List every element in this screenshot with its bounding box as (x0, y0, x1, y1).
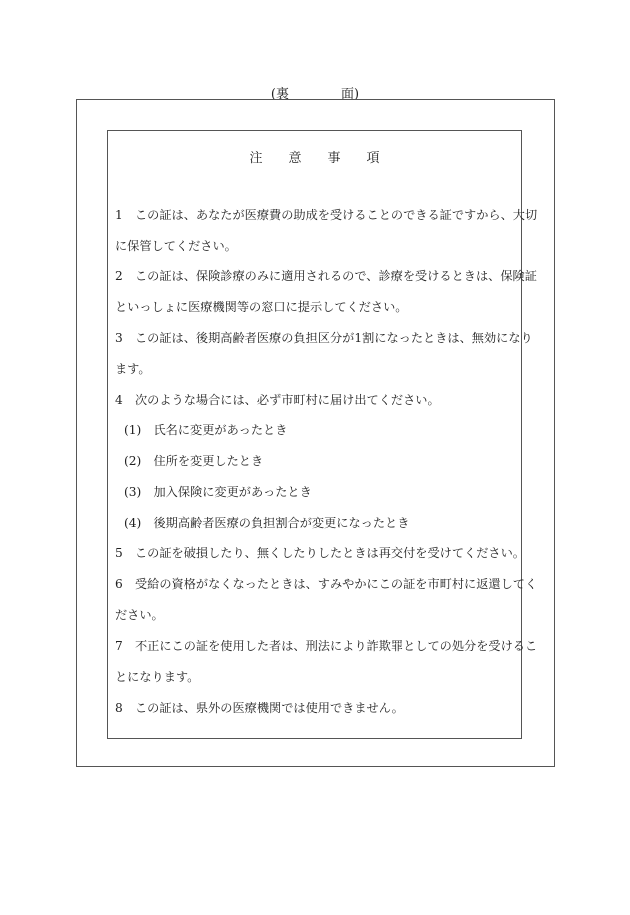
notice-item-3-line-1: 3 この証は、後期高齢者医療の負担区分が1割になったときは、無効になり (115, 331, 533, 345)
notice-item-4-sub-1: (1) 氏名に変更があったとき (124, 423, 288, 437)
notice-item-1-line-1: 1 この証は、あなたが医療費の助成を受けることのできる証ですから、大切 (115, 208, 538, 222)
notice-item-2-line-2: といっしょに医療機関等の窓口に提示してください。 (115, 300, 408, 314)
notice-item-6-line-1: 6 受給の資格がなくなったときは、すみやかにこの証を市町村に返還してく (115, 577, 538, 591)
notice-item-1-line-2: に保管してください。 (115, 239, 237, 253)
notice-item-4-sub-2: (2) 住所を変更したとき (124, 454, 264, 468)
notice-item-5: 5 この証を破損したり、無くしたりしたときは再交付を受けてください。 (115, 546, 525, 560)
notice-item-4-sub-4: (4) 後期高齢者医療の負担割合が変更になったとき (124, 516, 410, 530)
notice-item-6-line-2: ださい。 (115, 608, 164, 622)
notice-item-2-line-1: 2 この証は、保険診療のみに適用されるので、診療を受けるときは、保険証 (115, 269, 537, 283)
notice-item-8: 8 この証は、県外の医療機関では使用できません。 (115, 701, 404, 715)
notice-item-3-line-2: ます。 (115, 362, 151, 376)
notice-item-7-line-1: 7 不正にこの証を使用した者は、刑法により詐欺罪としての処分を受けるこ (115, 639, 538, 653)
notice-heading: 注 意 事 項 (249, 151, 380, 166)
notice-item-4-sub-3: (3) 加入保険に変更があったとき (124, 485, 312, 499)
page-side-label: (裏 面) (270, 87, 360, 102)
notice-item-7-line-2: とになります。 (115, 670, 200, 684)
notice-item-4: 4 次のような場合には、必ず市町村に届け出てください。 (115, 393, 440, 407)
